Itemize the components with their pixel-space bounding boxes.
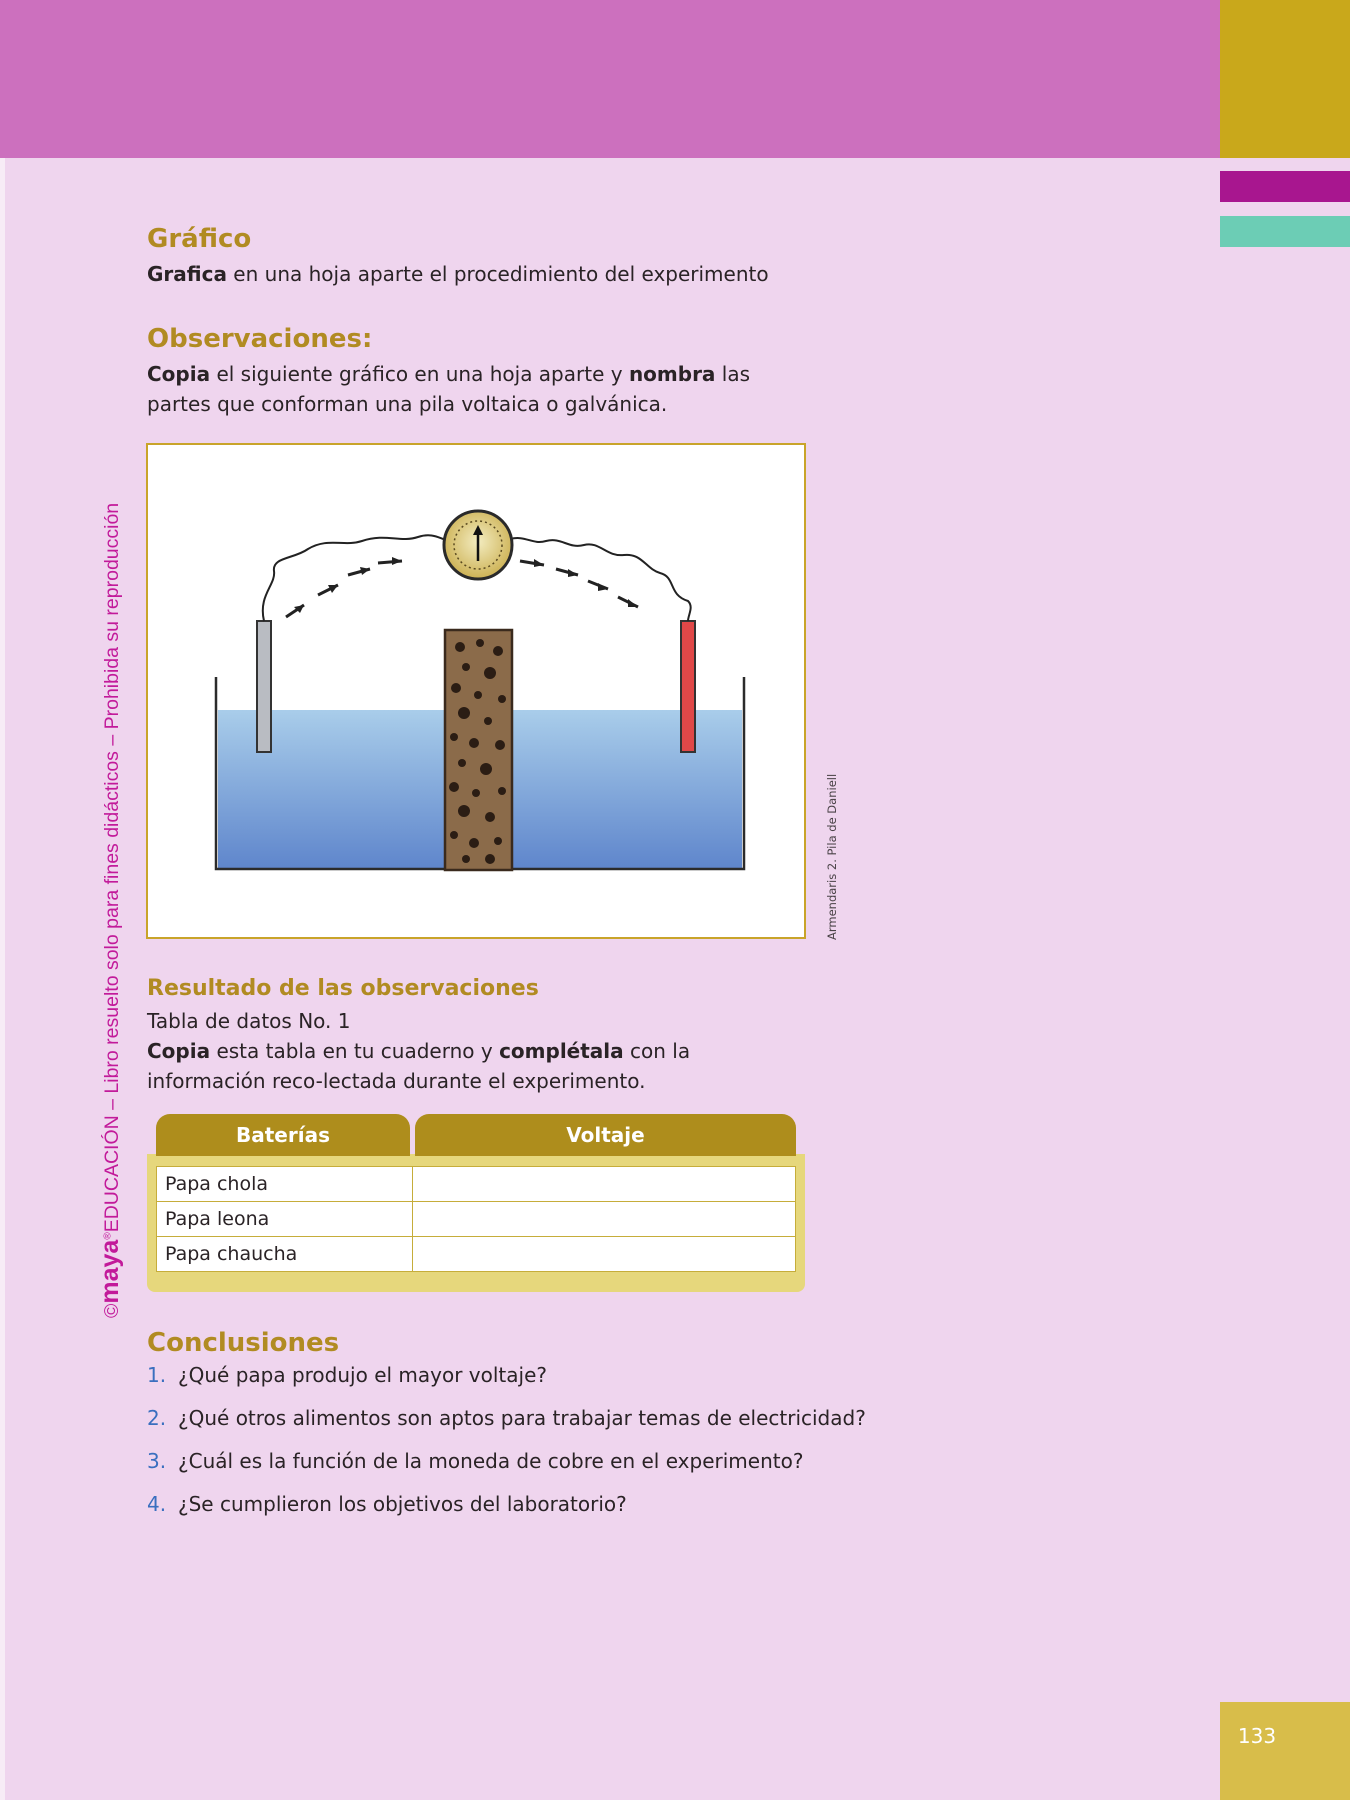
observaciones-verb-copia: Copia bbox=[147, 362, 211, 386]
resultado-text-2: con la información reco-lectada durante el experimento. bbox=[147, 1039, 691, 1093]
wire-right bbox=[510, 538, 691, 621]
table-cell-bateria: Papa chola bbox=[157, 1167, 413, 1202]
section-tab-magenta bbox=[1220, 171, 1350, 202]
page-left-edge bbox=[0, 158, 5, 1800]
list-item bbox=[147, 1360, 866, 1403]
table-header-voltaje: Voltaje bbox=[415, 1114, 796, 1156]
resultado-text-1: esta tabla en tu cuaderno y bbox=[210, 1039, 500, 1063]
daniell-cell-illustration bbox=[148, 445, 804, 937]
zinc-electrode bbox=[257, 621, 271, 752]
observaciones-text-1: el siguiente gráfico en una hoja aparte y bbox=[210, 362, 629, 386]
list-item-number: 4. bbox=[147, 1492, 167, 1516]
daniell-cell-figure bbox=[146, 443, 806, 939]
list-item-text: ¿Se cumplieron los objetivos del laboratorio? bbox=[178, 1492, 627, 1516]
resultado-subtitle: Tabla de datos No. 1 bbox=[147, 1009, 351, 1033]
brand-logo-text: maya bbox=[96, 1239, 124, 1304]
side-note-text: EDUCACIÓN – Libro resuelto solo para fines didácticos – Prohibida su reproducción bbox=[101, 502, 123, 1233]
page-number-box bbox=[1220, 1702, 1350, 1800]
registered-mark: ® bbox=[102, 1232, 114, 1240]
conclusiones-list bbox=[147, 1360, 866, 1532]
table-row bbox=[157, 1167, 796, 1202]
resultado-instruction bbox=[147, 1036, 807, 1096]
list-item bbox=[147, 1489, 866, 1532]
data-table-grid bbox=[156, 1166, 796, 1272]
grafico-heading: Gráfico bbox=[147, 224, 252, 254]
observaciones-verb-nombra: nombra bbox=[628, 362, 716, 386]
list-item bbox=[147, 1403, 866, 1446]
page-number: 133 bbox=[1237, 1724, 1277, 1748]
grafico-text: en una hoja aparte el procedimiento del experimento bbox=[226, 262, 769, 286]
list-item-number: 1. bbox=[147, 1363, 167, 1387]
list-item bbox=[147, 1446, 866, 1489]
table-header-baterias: Baterías bbox=[156, 1114, 410, 1156]
table-row bbox=[157, 1202, 796, 1237]
resultado-heading: Resultado de las observaciones bbox=[147, 976, 539, 1001]
list-item-text: ¿Qué otros alimentos son aptos para trabajar temas de electricidad? bbox=[178, 1406, 866, 1430]
resultado-verb-completala: complétala bbox=[499, 1039, 624, 1063]
header-gold-block bbox=[1220, 0, 1350, 158]
wire-left bbox=[263, 535, 450, 621]
list-item-number: 2. bbox=[147, 1406, 167, 1430]
conclusiones-heading: Conclusiones bbox=[147, 1328, 340, 1358]
list-item-text: ¿Cuál es la función de la moneda de cobre en el experimento? bbox=[178, 1449, 804, 1473]
list-item-number: 3. bbox=[147, 1449, 167, 1473]
copper-electrode bbox=[681, 621, 695, 752]
grafico-instruction bbox=[147, 259, 807, 289]
table-cell-voltaje bbox=[413, 1202, 796, 1237]
table-cell-voltaje bbox=[413, 1167, 796, 1202]
table-cell-bateria: Papa chaucha bbox=[157, 1237, 413, 1272]
observaciones-instruction bbox=[147, 359, 807, 419]
table-cell-voltaje bbox=[413, 1237, 796, 1272]
grafico-verb: Grafica bbox=[147, 262, 227, 286]
copyright-symbol: © bbox=[101, 1303, 123, 1318]
header-band bbox=[0, 0, 1220, 158]
figure-credit: Armendaris 2. Pila de Daniell bbox=[825, 773, 839, 940]
observaciones-heading: Observaciones: bbox=[147, 324, 373, 354]
resultado-verb-copia: Copia bbox=[147, 1039, 211, 1063]
list-item-text: ¿Qué papa produjo el mayor voltaje? bbox=[178, 1363, 548, 1387]
data-table bbox=[147, 1114, 805, 1292]
copyright-side-note bbox=[96, 503, 125, 1318]
table-cell-bateria: Papa leona bbox=[157, 1202, 413, 1237]
observaciones-text-2: las partes que conforman una pila voltaica o galvánica. bbox=[147, 362, 751, 416]
table-row bbox=[157, 1237, 796, 1272]
section-tab-teal bbox=[1220, 216, 1350, 247]
